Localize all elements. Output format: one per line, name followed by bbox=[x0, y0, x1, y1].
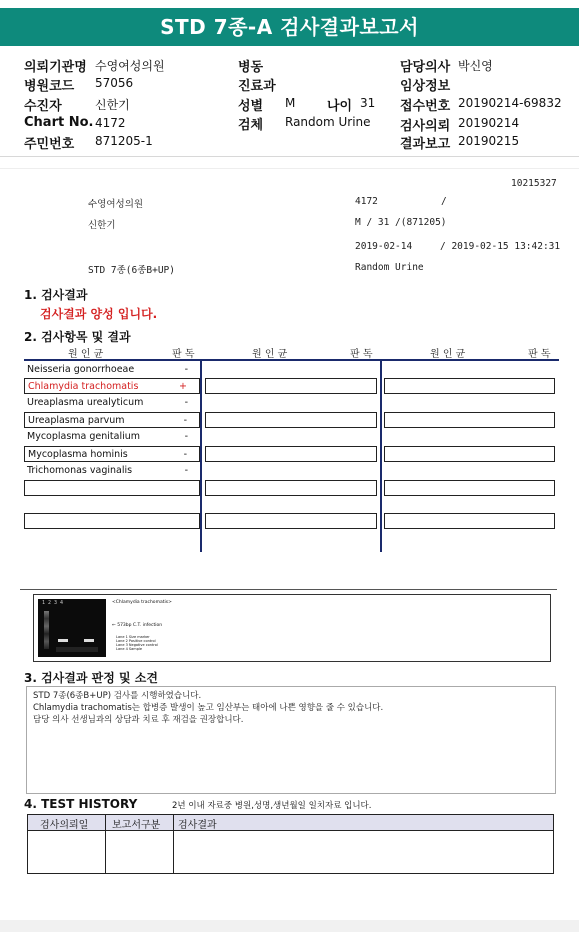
gel-band bbox=[84, 639, 94, 642]
patient-label: 수진자 bbox=[24, 99, 62, 114]
empty-row bbox=[384, 446, 555, 462]
empty-row bbox=[205, 480, 377, 496]
id-value: 871205-1 bbox=[95, 134, 153, 148]
summary-specimen: Random Urine bbox=[355, 262, 424, 273]
summary-institution: 수영여성의원 bbox=[88, 199, 144, 210]
item-result: - bbox=[184, 397, 188, 408]
header-divider bbox=[0, 156, 579, 157]
gel-lane-numbers: 1 2 3 4 bbox=[42, 600, 64, 606]
summary-result-date: / 2019-02-15 13:42:31 bbox=[440, 241, 561, 252]
item-name: Mycoplasma hominis bbox=[28, 449, 128, 460]
history-col-result: 검사결과 bbox=[178, 820, 217, 831]
request-value: 20190214 bbox=[458, 116, 520, 130]
table-divider-1 bbox=[200, 360, 202, 552]
gel-photo bbox=[38, 599, 106, 657]
gel-band bbox=[58, 639, 68, 642]
item-name: Mycoplasma genitalium bbox=[27, 431, 141, 442]
request-label: 검사의뢰 bbox=[400, 119, 451, 134]
item-result: - bbox=[183, 415, 187, 426]
item-result: - bbox=[184, 364, 188, 375]
history-header-row bbox=[28, 815, 553, 831]
gel-image-panel bbox=[33, 594, 551, 662]
empty-row bbox=[384, 480, 555, 496]
item-row bbox=[24, 412, 200, 428]
patient-value: 신한기 bbox=[95, 98, 130, 112]
hospital-code-value: 57056 bbox=[95, 76, 134, 90]
header-divider-2 bbox=[0, 168, 579, 169]
summary-test-name: STD 7종(6종B+UP) bbox=[88, 265, 175, 276]
history-col-divider bbox=[173, 815, 174, 873]
history-table bbox=[27, 814, 554, 874]
col-pathogen-1: 원 인 균 bbox=[68, 349, 104, 360]
opinion-line: Chlamydia trachomatis는 합병증 발생이 높고 임산부는 태아에 나쁜 영향을 줄 수 있습니다. bbox=[33, 703, 384, 713]
section-items-title: 2. 검사항목 및 결과 bbox=[24, 330, 131, 344]
item-result: + bbox=[179, 381, 187, 392]
gel-legend-1: Lane 1 Size marker bbox=[116, 635, 150, 639]
opinion-line: STD 7종(6종B+UP) 검사를 시행하였습니다. bbox=[33, 691, 202, 701]
empty-row bbox=[24, 480, 200, 496]
col-pathogen-3: 원 인 균 bbox=[430, 349, 466, 360]
specimen-value: Random Urine bbox=[285, 115, 371, 129]
empty-row bbox=[384, 513, 555, 529]
gel-caption-title: <Chlamydia trachomatis> bbox=[112, 600, 172, 605]
receipt-label: 접수번호 bbox=[400, 99, 451, 114]
chart-label: Chart No. bbox=[24, 115, 94, 130]
specimen-label: 검체 bbox=[238, 118, 264, 133]
section-history-title: 4. TEST HISTORY bbox=[24, 797, 138, 811]
item-row-positive bbox=[24, 378, 200, 394]
gel-legend-4: Lane 4 Sample bbox=[116, 647, 143, 651]
item-name: Ureaplasma parvum bbox=[28, 415, 125, 426]
ward-label: 병동 bbox=[238, 60, 264, 75]
sex-label: 성별 bbox=[238, 99, 264, 114]
item-row bbox=[24, 362, 200, 378]
item-result: - bbox=[184, 465, 188, 476]
section-opinion-title: 3. 검사결과 판정 및 소견 bbox=[24, 671, 158, 685]
summary-patient: 신한기 bbox=[88, 220, 116, 231]
empty-row bbox=[384, 412, 555, 428]
empty-row bbox=[205, 412, 377, 428]
col-judgment-3: 판 독 bbox=[528, 349, 551, 360]
section-divider bbox=[20, 589, 557, 590]
item-result: - bbox=[183, 449, 187, 460]
chart-value: 4172 bbox=[95, 116, 126, 130]
items-table-header bbox=[24, 345, 559, 361]
empty-row bbox=[205, 446, 377, 462]
item-row bbox=[24, 429, 200, 445]
summary-sex-age: M / 31 /(871205) bbox=[355, 217, 447, 228]
history-col-type: 보고서구분 bbox=[112, 820, 161, 831]
section-result-title: 1. 검사결과 bbox=[24, 288, 88, 302]
item-row bbox=[24, 446, 200, 462]
dept-label: 진료과 bbox=[238, 79, 276, 94]
institution-value: 수영여성의원 bbox=[95, 59, 165, 73]
doctor-label: 담당의사 bbox=[400, 60, 451, 75]
history-col-request: 검사의뢰일 bbox=[40, 820, 89, 831]
receipt-value: 20190214-69832 bbox=[458, 96, 562, 110]
gel-marker-lane bbox=[44, 611, 49, 649]
report-title: STD 7종-A 검사결과보고서 bbox=[0, 8, 579, 46]
page-footer bbox=[0, 920, 579, 932]
summary-chart-no: 4172 bbox=[355, 196, 378, 207]
empty-row bbox=[205, 378, 377, 394]
col-judgment-1: 판 독 bbox=[172, 349, 195, 360]
item-name: Ureaplasma urealyticum bbox=[27, 397, 144, 408]
gel-legend-2: Lane 2 Positive control bbox=[116, 639, 156, 643]
gel-band-label: ← 573bp C.T. infection bbox=[112, 623, 163, 628]
item-result: - bbox=[184, 431, 188, 442]
opinion-text-box bbox=[26, 686, 556, 794]
col-judgment-2: 판 독 bbox=[350, 349, 373, 360]
empty-row bbox=[24, 513, 200, 529]
hospital-code-label: 병원코드 bbox=[24, 79, 75, 94]
gel-primer-smear bbox=[56, 647, 98, 652]
summary-slash: / bbox=[441, 196, 447, 207]
clinical-label: 임상정보 bbox=[400, 79, 451, 94]
id-label: 주민번호 bbox=[24, 137, 75, 152]
item-row bbox=[24, 395, 200, 411]
history-col-divider bbox=[105, 815, 106, 873]
item-name: Chlamydia trachomatis bbox=[28, 381, 139, 392]
positive-result-text: 검사결과 양성 입니다. bbox=[40, 307, 158, 321]
item-row bbox=[24, 463, 200, 479]
age-label: 나이 bbox=[327, 99, 353, 114]
history-note: 2년 이내 자료중 병원,성명,생년월일 일치자료 입니다. bbox=[172, 801, 372, 811]
empty-row bbox=[384, 378, 555, 394]
item-name: Trichomonas vaginalis bbox=[27, 465, 133, 476]
result-date-label: 결과보고 bbox=[400, 137, 451, 152]
item-name: Neisseria gonorrhoeae bbox=[27, 364, 135, 375]
table-divider-2 bbox=[380, 360, 382, 552]
col-pathogen-2: 원 인 균 bbox=[252, 349, 288, 360]
doctor-value: 박신영 bbox=[458, 59, 493, 73]
opinion-line: 담당 의사 선생님과의 상담과 치료 후 재검을 권장합니다. bbox=[33, 715, 244, 725]
sex-value: M bbox=[285, 96, 296, 110]
summary-request-date: 2019-02-14 bbox=[355, 241, 413, 252]
result-date-value: 20190215 bbox=[458, 134, 520, 148]
institution-label: 의뢰기관명 bbox=[24, 60, 87, 75]
report-number: 10215327 bbox=[511, 178, 557, 189]
empty-row bbox=[205, 513, 377, 529]
gel-legend-3: Lane 3 Negative control bbox=[116, 643, 158, 647]
age-value: 31 bbox=[360, 96, 376, 110]
